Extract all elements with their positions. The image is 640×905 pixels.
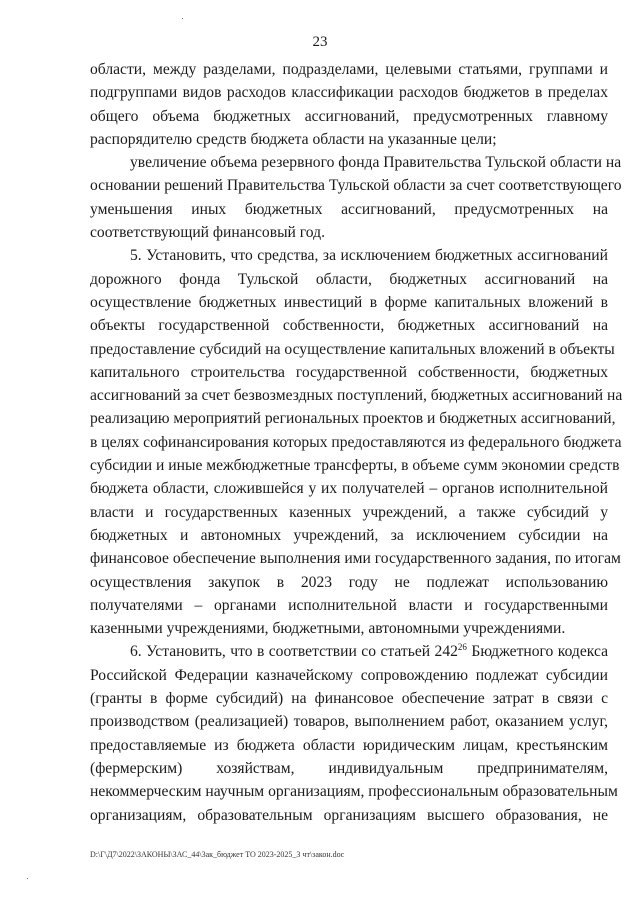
text-line-content: реализацию мероприятий региональных проектов и бюджетных ассигнований, [90,410,616,428]
text-line-content: осуществление бюджетных инвестиций в форме капитальных вложений в [90,293,608,311]
text-line-content: дорожного фонда Тульской области, бюджетных ассигнований на [90,270,608,288]
text-line [90,58,608,81]
page-number: 23 [312,34,328,50]
text-line [90,244,608,267]
text-line-content: власти и государственных казенных учреждений, а также субсидий у [90,503,608,521]
text-line [90,174,622,197]
text-line [90,664,608,687]
text-line [90,221,608,244]
text-line-content: предоставление субсидий на осуществление капитальных вложений в объекты [90,340,615,358]
text-line-content: предоставляемые из бюджета области юридическим лицам, крестьянским [90,736,608,754]
text-line-content: подгруппами видов расходов классификации расходов бюджетов в пределах [90,84,608,102]
text-line-content: капитального строительства государственной собственности, бюджетных [90,363,608,381]
scan-speck [182,18,183,19]
text-line [90,384,623,407]
text-line-content: объекты государственной собственности, бюджетных ассигнований на [90,317,608,335]
text-line-content: (фермерским) хозяйствам, индивидуальным предпринимателям, [90,759,608,777]
text-line-content: осуществления закупок в 2023 году не подлежат использованию [90,573,608,591]
text-line-continuation: Бюджетного кодекса [466,643,609,661]
superscript: 26 [457,642,467,653]
text-line-content: субсидии и иные межбюджетные трансферты, в объеме сумм экономии средств [90,457,620,475]
text-line [90,710,608,733]
scan-speck [27,878,28,879]
text-line-content: некоммерческим научным организациям, профессиональным образовательным [90,783,618,801]
text-line [90,547,621,570]
text-line [90,105,608,128]
text-line-content: общего объема бюджетных ассигнований, предусмотренных главному [90,107,608,125]
text-line [90,268,608,291]
text-line-content: бюджетных и автономных учреждений, за исключением субсидии на [90,526,608,544]
text-line-content: финансовое обеспечение выполнения ими государственного задания, по итогам [90,550,621,568]
text-line [90,454,620,477]
text-line-content: в целях софинансирования которых предоставляются из федерального бюджета [90,433,622,451]
text-line-content: производством (реализацией) товаров, выполнением работ, оказанием услуг, [90,713,608,731]
text-line-content: области, между разделами, подразделами, целевыми статьями, группами и [90,61,608,78]
text-line [90,594,608,617]
text-line-content: ассигнований за счет безвозмездных поступлений, бюджетных ассигнований на [90,387,623,405]
footer-file-path: D:\Г\Д7\2022\ЗАКОНЫ\ЗАС_44\3ак_бюджет ТО 2023-2025_3 чт\закон.doc [90,850,345,859]
text-line-content: Российской Федерации казначейскому сопровождению подлежат субсидии [90,666,608,684]
text-line [90,524,608,547]
text-line-content: распорядителю средств бюджета области на указанные цели; [90,130,497,148]
text-line [90,198,608,221]
text-line [90,734,608,757]
text-line [90,431,622,454]
text-line-content: получателями – органами исполнительной власти и государственными [90,596,608,614]
text-line [90,640,608,663]
text-line [90,571,608,594]
text-line-content: организациям, образовательным организациям высшего образования, не [90,806,608,824]
text-line-content: уменьшения иных бюджетных ассигнований, предусмотренных на [90,200,608,218]
text-line-content: казенными учреждениями, бюджетными, автономными учреждениями. [90,620,566,638]
text-line [90,151,622,174]
text-line [90,757,608,780]
text-line [90,501,608,524]
text-line [90,407,616,430]
text-line [90,291,608,314]
text-line-content: (гранты в форме субсидий) на финансовое обеспечение затрат в связи с [90,690,608,708]
text-line [90,477,608,500]
document-body [90,58,623,827]
text-line [90,687,608,710]
text-line [90,314,608,337]
text-line [90,81,608,104]
text-line [90,128,608,151]
text-line-content: 6. Установить, что в соответствии со статьей 242 [130,643,458,661]
text-line [90,804,608,827]
text-line [90,617,608,640]
text-line-content: увеличение объема резервного фонда Правительства Тульской области на [130,154,622,172]
text-line-content: бюджета области, сложившейся у их получателей – органов исполнительной [90,480,608,498]
text-line [90,780,618,803]
text-line [90,338,615,361]
text-line [90,361,608,384]
text-line-content: основании решений Правительства Тульской области за счет соответствующего [90,177,622,195]
text-line-content: соответствующий финансовый год. [90,224,325,242]
text-line-content: 5. Установить, что средства, за исключением бюджетных ассигнований [130,247,608,265]
